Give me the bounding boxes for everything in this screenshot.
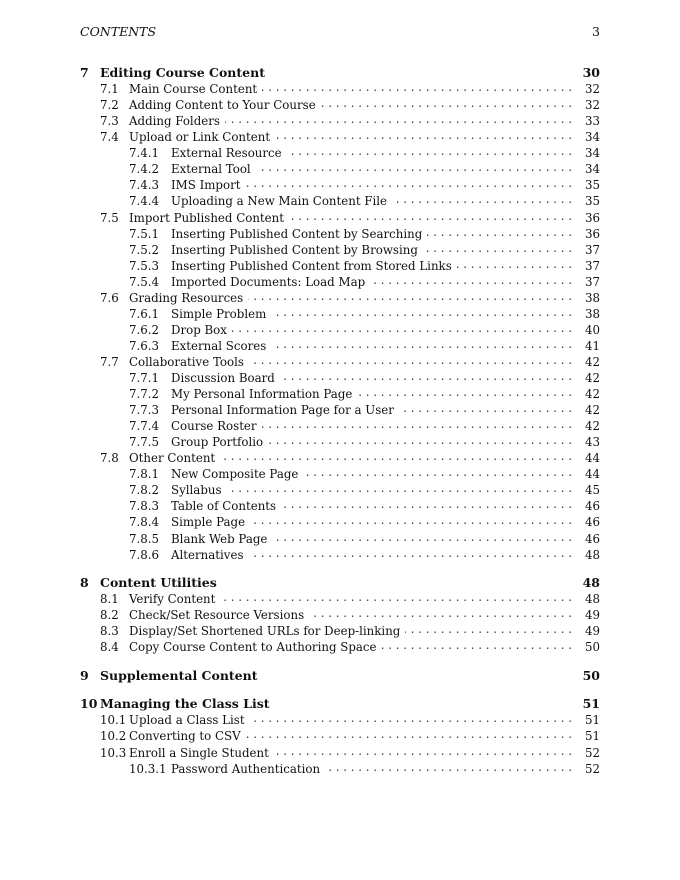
toc-entry-number: 7.6.3	[129, 338, 160, 353]
toc-entry-number: 9	[80, 667, 89, 683]
toc-entry-page-number: 33	[584, 114, 600, 129]
toc-entry-title: Other Content	[129, 450, 220, 466]
toc-subsection-entry[interactable]	[0, 242, 680, 258]
toc-entry-title: Table of Contents	[171, 498, 281, 514]
toc-entry-number: 10.3.1	[129, 761, 167, 776]
toc-entry-title: IMS Import	[171, 177, 245, 193]
toc-entry-page-number: 34	[584, 146, 600, 161]
toc-entry-page-number: 35	[584, 194, 600, 209]
toc-entry-page-number: 30	[582, 65, 600, 80]
toc-entry-page-number: 48	[584, 592, 600, 607]
toc-entry-number: 7.4.1	[129, 146, 160, 161]
toc-entry-title: Syllabus	[171, 482, 227, 498]
toc-entry-page-number: 37	[584, 258, 600, 273]
toc-entry-page-number: 41	[584, 338, 600, 353]
dot-leader	[171, 480, 572, 496]
toc-entry-page-number: 37	[584, 242, 600, 257]
toc-entry-page-number: 49	[584, 624, 600, 639]
toc-entry-number: 7.5	[100, 210, 119, 225]
toc-entry-number: 7.8.6	[129, 547, 160, 562]
toc-entry-number: 10.3	[100, 745, 127, 760]
toc-entry-page-number: 38	[584, 306, 600, 321]
toc-entry-title: Managing the Class List	[100, 696, 270, 712]
toc-entry-page-number: 42	[584, 403, 600, 418]
toc-entry-page-number: 44	[584, 451, 600, 466]
toc-entry-page-number: 36	[584, 226, 600, 241]
toc-entry-title: Grading Resources	[129, 290, 248, 306]
toc-entry-page-number: 46	[584, 531, 600, 546]
toc-entry-title: Uploading a New Main Content File	[171, 193, 392, 209]
toc-entry-number: 7.5.2	[129, 242, 160, 257]
toc-entry-number: 10	[80, 696, 98, 712]
toc-entry-number: 10.1	[100, 713, 127, 728]
toc-entry-title: Collaborative Tools	[129, 354, 249, 370]
toc-entry-page-number: 50	[582, 667, 600, 683]
toc-subsection-entry[interactable]	[0, 226, 680, 242]
toc-entry-title: Upload or Link Content	[129, 129, 275, 145]
toc-entry-number: 7.6	[100, 290, 119, 305]
toc-entry-title: Check/Set Resource Versions	[129, 607, 309, 623]
toc-entry-number: 7.2	[100, 98, 119, 113]
toc-entry-number: 8.3	[100, 624, 119, 639]
toc-entry-page-number: 46	[584, 499, 600, 514]
toc-entry-number: 7.8.2	[129, 483, 160, 498]
toc-entry-title: Display/Set Shortened URLs for Deep-linking	[129, 623, 405, 639]
toc-entry-title: Main Course Content	[129, 81, 262, 97]
toc-entry-title: My Personal Information Page	[171, 386, 357, 402]
toc-entry-number: 7.8.1	[129, 467, 160, 482]
toc-entry-title: Simple Page	[171, 514, 250, 530]
toc-entry-page-number: 48	[582, 575, 600, 591]
toc-entry-page-number: 32	[584, 82, 600, 96]
toc-entry-title: Converting to CSV	[129, 728, 246, 744]
toc-entry-page-number: 36	[584, 210, 600, 225]
toc-entry-page-number: 46	[584, 515, 600, 530]
toc-entry-page-number: 51	[584, 729, 600, 744]
toc-subsection-entry[interactable]	[0, 402, 680, 418]
toc-entry-page-number: 42	[584, 387, 600, 401]
toc-entry-page-number: 38	[584, 290, 600, 305]
toc-entry-number: 8.2	[100, 608, 119, 623]
toc-entry-title: Verify Content	[129, 591, 220, 607]
toc-entry-title: Password Authentication	[171, 761, 325, 777]
toc-entry-number: 7.7.4	[129, 419, 160, 434]
toc-entry-title: Alternatives	[171, 547, 249, 563]
toc-entry-page-number: 49	[584, 608, 600, 623]
toc-entry-number: 7.4	[100, 130, 119, 145]
toc-entry-number: 7.6.1	[129, 306, 160, 321]
toc-entry-number: 7.3	[100, 114, 119, 129]
toc-entry-title: Inserting Published Content by Searching	[171, 226, 427, 242]
toc-subsection-entry[interactable]	[0, 547, 680, 563]
toc-entry-number: 7.5.3	[129, 258, 160, 273]
toc-entry-page-number: 42	[584, 419, 600, 434]
toc-entry-page-number: 37	[584, 274, 600, 289]
toc-entry-page-number: 34	[584, 130, 600, 145]
toc-subsection-entry[interactable]	[0, 258, 680, 274]
toc-entry-title: Inserting Published Content from Stored Links	[171, 258, 457, 274]
toc-entry-number: 8.1	[100, 592, 119, 607]
toc-entry-page-number: 48	[584, 547, 600, 562]
toc-subsection-entry[interactable]	[0, 386, 680, 402]
toc-entry-number: 7	[80, 65, 89, 80]
toc-entry-number: 7.4.2	[129, 162, 160, 177]
toc-entry-title: Blank Web Page	[171, 531, 272, 547]
toc-entry-number: 7.7	[100, 354, 119, 369]
toc-entry-title: Copy Course Content to Authoring Space	[129, 639, 382, 655]
toc-entry-title: Simple Problem	[171, 306, 271, 322]
toc-entry-title: Group Portfolio	[171, 434, 268, 450]
toc-entry-page-number: 43	[584, 435, 600, 450]
toc-entry-number: 7.5.4	[129, 274, 160, 289]
toc-entry-number: 7.5.1	[129, 226, 160, 241]
toc-entry-page-number: 51	[584, 713, 600, 728]
toc-entry-page-number: 42	[584, 354, 600, 369]
toc-entry-number: 7.8.5	[129, 531, 160, 546]
toc-subsection-entry[interactable]	[0, 761, 680, 777]
header-page-number: 3	[592, 24, 600, 39]
toc-entry-title: Import Published Content	[129, 210, 289, 226]
toc-entry-number: 7.8	[100, 451, 119, 466]
toc-entry-number: 7.7.3	[129, 403, 160, 418]
toc-entry-title: Upload a Class List	[129, 712, 250, 728]
toc-entry-title: External Tool	[171, 161, 256, 177]
toc-entry-number: 7.1	[100, 82, 119, 96]
toc-entry-page-number: 51	[582, 696, 600, 712]
toc-section-entry[interactable]	[0, 623, 680, 639]
header-title: CONTENTS	[80, 24, 157, 39]
toc-entry-number: 7.4.3	[129, 178, 160, 193]
toc-entry-title: External Resource	[171, 145, 287, 161]
toc-chapter-entry[interactable]	[0, 668, 680, 684]
toc-entry-page-number: 44	[584, 467, 600, 482]
toc-entry-title: Drop Box	[171, 322, 232, 338]
toc-entry-page-number: 52	[584, 745, 600, 760]
toc-entry-page-number: 35	[584, 178, 600, 193]
toc-entry-title: Content Utilities	[100, 575, 217, 591]
toc-entry-page-number: 32	[584, 98, 600, 113]
toc-entry-title: Inserting Published Content by Browsing	[171, 242, 423, 258]
toc-entry-page-number: 45	[584, 483, 600, 498]
toc-entry-page-number: 34	[584, 162, 600, 177]
toc-entry-title: External Scores	[171, 338, 271, 354]
toc-entry-number: 7.6.2	[129, 322, 160, 337]
toc-entry-page-number: 40	[584, 322, 600, 337]
toc-entry-title: Enroll a Single Student	[129, 745, 274, 761]
toc-entry-title: Editing Course Content	[100, 65, 265, 80]
toc-entry-title: Supplemental Content	[100, 667, 258, 683]
toc-entry-title: Adding Content to Your Course	[129, 97, 321, 113]
toc-entry-number: 8	[80, 575, 89, 591]
toc-entry-number: 7.4.4	[129, 194, 160, 209]
toc-section-entry[interactable]	[0, 639, 680, 655]
toc-entry-title: Course Roster	[171, 418, 262, 434]
toc-entry-page-number: 50	[584, 640, 600, 655]
toc-entry-number: 10.2	[100, 729, 127, 744]
toc-entry-title: New Composite Page	[171, 466, 303, 482]
toc-entry-number: 8.4	[100, 640, 119, 655]
toc-entry-title: Discussion Board	[171, 370, 280, 386]
toc-entry-number: 7.8.3	[129, 499, 160, 514]
toc-entry-page-number: 42	[584, 371, 600, 385]
toc-subsection-entry[interactable]	[0, 193, 680, 209]
toc-entry-title: Personal Information Page for a User	[171, 402, 399, 418]
toc-entry-number: 7.7.5	[129, 435, 160, 450]
toc-entry-number: 7.7.2	[129, 387, 160, 401]
toc-entry-title: Imported Documents: Load Map	[171, 274, 370, 290]
toc-entry-number: 7.8.4	[129, 515, 160, 530]
toc-entry-title: Adding Folders	[129, 113, 225, 129]
toc-entry-page-number: 52	[584, 761, 600, 776]
toc-subsection-entry[interactable]	[0, 274, 680, 290]
toc-entry-number: 7.7.1	[129, 371, 160, 385]
